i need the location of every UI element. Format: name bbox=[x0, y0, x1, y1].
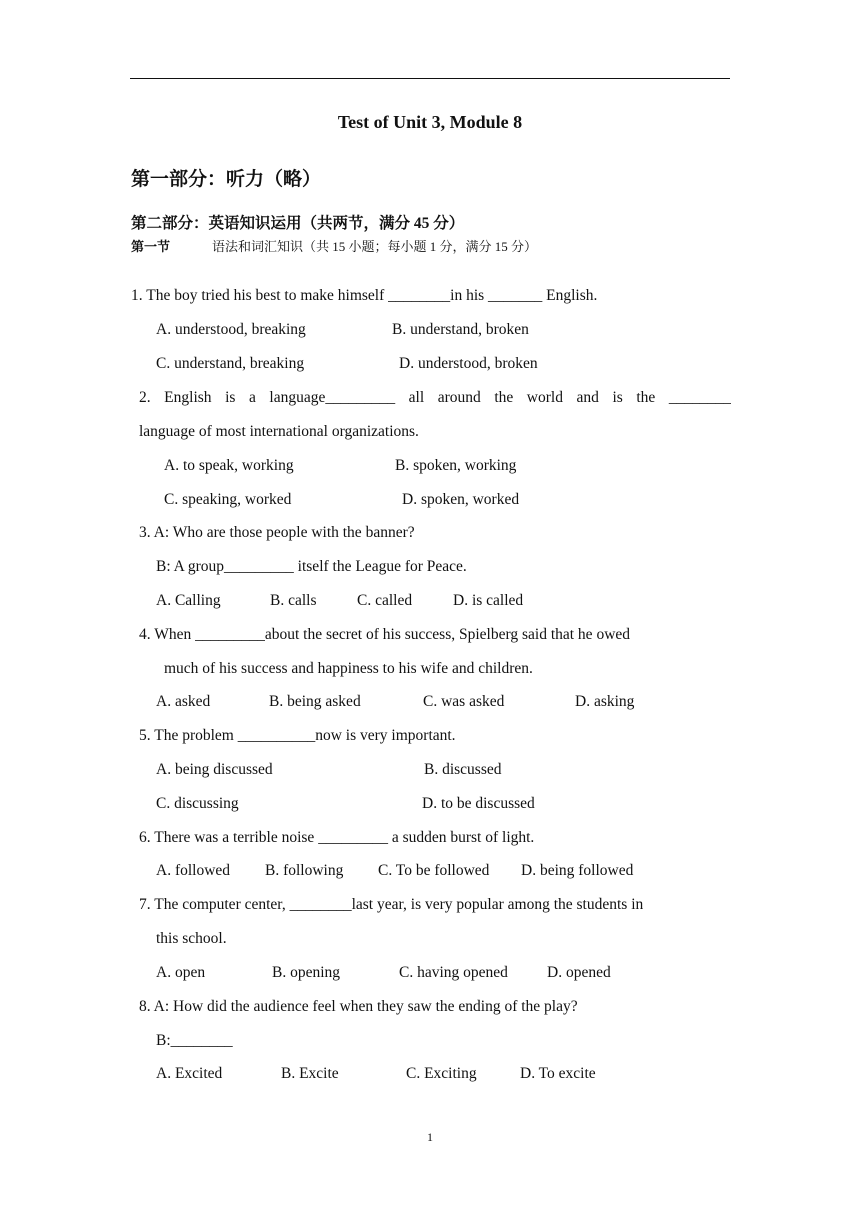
q7-option-b: B. opening bbox=[272, 964, 341, 981]
q6-option-b: B. following bbox=[265, 862, 344, 879]
q1-option-d: D. understood, broken bbox=[399, 355, 538, 372]
q5-option-d: D. to be discussed bbox=[422, 795, 535, 812]
page-number: 1 bbox=[427, 1130, 433, 1144]
q5-option-b: B. discussed bbox=[424, 761, 502, 778]
q3-option-a: A. Calling bbox=[156, 592, 221, 609]
q7-stem-cont: this school. bbox=[156, 930, 227, 947]
q8-option-c: C. Exciting bbox=[406, 1065, 477, 1082]
q2-stem bbox=[139, 388, 731, 408]
q4-option-a: A. asked bbox=[156, 693, 211, 710]
section1-desc: 语法和词汇知识（共 15 小题；每小题 1 分，满分 15 分） bbox=[212, 239, 538, 254]
q8-option-a: A. Excited bbox=[156, 1065, 223, 1082]
q8-option-b: B. Excite bbox=[281, 1065, 339, 1082]
q8-stem-b: B:________ bbox=[156, 1032, 233, 1049]
q2-option-b: B. spoken, working bbox=[395, 457, 517, 474]
q7-option-a: A. open bbox=[156, 964, 206, 981]
q2-word: 2. bbox=[139, 389, 151, 406]
q6-option-c: C. To be followed bbox=[378, 862, 490, 879]
part1-heading: 第一部分：听力（略） bbox=[131, 169, 322, 190]
q4-option-c: C. was asked bbox=[423, 693, 505, 710]
header-rule bbox=[130, 78, 730, 79]
q1-option-b: B. understand, broken bbox=[392, 321, 529, 338]
q2-word: language_________ bbox=[269, 389, 396, 406]
q2-word: the bbox=[636, 389, 656, 406]
section1-label: 第一节 bbox=[131, 239, 171, 254]
q5-option-c: C. discussing bbox=[156, 795, 239, 812]
q2-word: is bbox=[225, 389, 236, 406]
q8-option-d: D. To excite bbox=[520, 1065, 596, 1082]
q7-stem: 7. The computer center, ________last year, is very popular among the students in bbox=[139, 896, 644, 913]
q2-option-d: D. spoken, worked bbox=[402, 491, 520, 508]
q2-word: all bbox=[408, 389, 425, 406]
q4-stem: 4. When _________about the secret of his success, Spielberg said that he owed bbox=[139, 626, 631, 643]
q2-word: a bbox=[248, 389, 256, 406]
q5-stem: 5. The problem __________now is very important. bbox=[139, 727, 456, 744]
q2-word: English bbox=[164, 389, 212, 406]
q1-option-c: C. understand, breaking bbox=[156, 355, 305, 372]
q2-word: ________ bbox=[668, 389, 731, 406]
q5-option-a: A. being discussed bbox=[156, 761, 273, 778]
q3-stem-b: B: A group_________ itself the League for Peace. bbox=[156, 558, 467, 575]
q2-option-a: A. to speak, working bbox=[164, 457, 294, 474]
q4-stem-cont: much of his success and happiness to his wife and children. bbox=[164, 660, 533, 677]
q7-option-c: C. having opened bbox=[399, 964, 508, 981]
q1-stem: 1. The boy tried his best to make himself ________in his _______ English. bbox=[131, 287, 598, 304]
q3-option-d: D. is called bbox=[453, 592, 524, 609]
q2-word: world bbox=[526, 389, 563, 406]
q4-option-d: D. asking bbox=[575, 693, 635, 710]
q2-word: and bbox=[576, 389, 599, 406]
q6-option-a: A. followed bbox=[156, 862, 231, 879]
q6-stem: 6. There was a terrible noise _________ a sudden burst of light. bbox=[139, 829, 535, 846]
q6-option-d: D. being followed bbox=[521, 862, 634, 879]
q2-word: around bbox=[437, 389, 481, 406]
page-title: Test of Unit 3, Module 8 bbox=[337, 112, 523, 132]
q1-option-a: A. understood, breaking bbox=[156, 321, 306, 338]
q2-option-c: C. speaking, worked bbox=[164, 491, 292, 508]
part2-heading: 第二部分：英语知识运用（共两节，满分 45 分） bbox=[131, 215, 465, 232]
section1-heading bbox=[131, 236, 538, 255]
q8-stem: 8. A: How did the audience feel when they saw the ending of the play? bbox=[139, 998, 578, 1015]
q2-stem-cont: language of most international organizations. bbox=[139, 423, 419, 440]
q3-option-c: C. called bbox=[357, 592, 413, 609]
q2-word: the bbox=[494, 389, 514, 406]
q2-word: is bbox=[612, 389, 623, 406]
q3-option-b: B. calls bbox=[270, 592, 317, 609]
q7-option-d: D. opened bbox=[547, 964, 611, 981]
q4-option-b: B. being asked bbox=[269, 693, 361, 710]
q3-stem: 3. A: Who are those people with the banner? bbox=[139, 524, 415, 541]
